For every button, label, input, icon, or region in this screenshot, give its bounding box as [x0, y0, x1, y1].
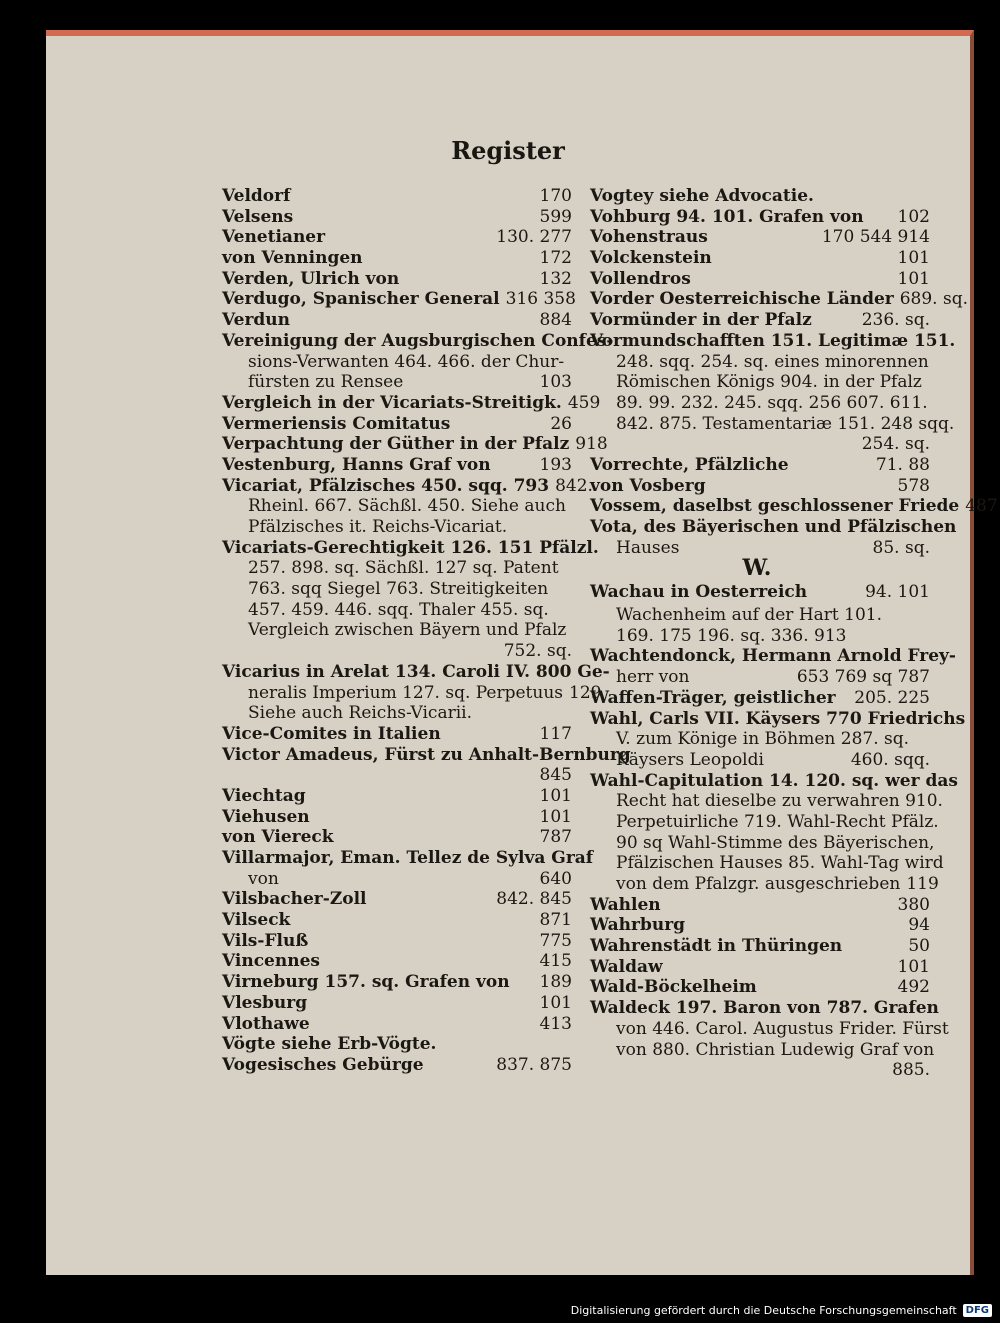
- entry-term: Vicariat, Pfälzisches 450. sqq. 793: [222, 475, 550, 496]
- entry-term: V. zum Könige in Böhmen 287. sq.: [616, 729, 910, 750]
- index-entry: [590, 555, 930, 582]
- index-column-right: [590, 186, 998, 1081]
- entry-term: Verdun: [222, 310, 291, 331]
- entry-pages: 71. 88: [875, 454, 930, 475]
- entry-term: Wachau in Oesterreich: [590, 582, 808, 603]
- index-entry: [590, 413, 955, 435]
- entry-pages: 94: [908, 915, 930, 936]
- entry-term: Vohenstraus: [590, 227, 708, 248]
- entry-term: Vogtey siehe Advocatie.: [590, 186, 814, 206]
- entry-pages: 460. sqq.: [850, 749, 930, 770]
- index-entry: [222, 475, 593, 497]
- entry-term: Vota, des Bäyerischen und Pfälzischen: [590, 517, 957, 537]
- entry-pages: 752. sq.: [503, 641, 572, 662]
- entry-term: Waffen-Träger, geistlicher: [590, 687, 836, 708]
- entry-pages: 842. 845: [496, 889, 572, 910]
- digitization-footer: [571, 1304, 992, 1317]
- index-entry: [222, 1034, 572, 1055]
- entry-pages: 415: [539, 951, 572, 972]
- entry-term: Vice-Comites in Italien: [222, 723, 441, 744]
- index-entry: [222, 889, 572, 910]
- entry-term: Verden, Ulrich von: [222, 268, 400, 289]
- entry-term: Perpetuirliche 719. Wahl-Recht Pfälz.: [616, 811, 939, 832]
- index-entry: [222, 765, 572, 786]
- scanned-page: [46, 30, 998, 1275]
- entry-pages: 132: [539, 268, 572, 289]
- index-entry: [222, 682, 602, 704]
- entry-term: Wahl-Capitulation 14. 120. sq. wer das: [590, 770, 958, 791]
- index-entry: [590, 269, 930, 290]
- index-entry: [222, 434, 608, 455]
- index-entry: [590, 998, 939, 1019]
- entry-term: Veldorf: [222, 186, 291, 206]
- index-entry: [590, 434, 930, 455]
- index-entry: [222, 579, 572, 600]
- index-entry: [222, 186, 572, 207]
- entry-term: Vergleich zwischen Bäyern und Pfalz: [248, 620, 567, 641]
- entry-term: Wahrenstädt in Thüringen: [590, 936, 843, 957]
- index-entry: [222, 269, 572, 290]
- entry-term: Wald-Böckelheim: [590, 977, 757, 998]
- index-entry: [590, 626, 930, 647]
- entry-pages: 119: [906, 874, 939, 894]
- entry-pages: 101: [897, 248, 930, 269]
- entry-term: Waldeck 197. Baron von 787. Grafen: [590, 998, 939, 1019]
- entry-term: Victor Amadeus, Fürst zu Anhalt-Bernburg: [222, 744, 631, 765]
- index-entry: [590, 957, 930, 978]
- entry-term: Vlothawe: [222, 1013, 310, 1034]
- entry-term: herr von: [616, 667, 690, 688]
- index-entry: [590, 455, 930, 476]
- entry-term: Vicarius in Arelat 134. Caroli IV. 800 Ge-: [222, 661, 610, 682]
- index-entry: [222, 744, 631, 766]
- index-entry: [222, 414, 572, 435]
- index-entry: [590, 977, 930, 998]
- index-entry: [590, 1060, 930, 1081]
- entry-pages: 205. 225: [854, 687, 930, 708]
- entry-pages: 130. 277: [496, 227, 572, 248]
- index-entry: [590, 770, 958, 792]
- index-entry: [222, 786, 572, 807]
- entry-pages: 775: [539, 930, 572, 951]
- entry-pages: 487: [965, 496, 998, 517]
- index-entry: [222, 641, 572, 662]
- entry-pages: 50: [908, 936, 930, 957]
- index-entry: [590, 646, 956, 667]
- entry-term: Wahlen: [590, 894, 661, 915]
- entry-term: von Viereck: [222, 827, 334, 848]
- entry-pages: 189: [539, 972, 572, 993]
- entry-term: Siehe auch Reichs-Vicarii.: [248, 703, 472, 724]
- entry-pages: 837. 875: [496, 1054, 572, 1075]
- entry-pages: 884: [539, 310, 572, 331]
- entry-term: Vils-Fluß: [222, 930, 309, 951]
- index-entry: [222, 207, 572, 228]
- index-entry: [590, 579, 930, 605]
- entry-pages: 103: [539, 372, 572, 393]
- entry-term: 89. 99. 232. 245. sqq. 256 607. 611.: [616, 392, 928, 413]
- index-entry: [590, 496, 998, 517]
- index-entry: [222, 869, 572, 890]
- entry-pages: 170 544 914: [821, 227, 930, 248]
- entry-term: 842. 875. Testamentariæ 151. 248 sqq.: [616, 413, 955, 434]
- index-entry: [222, 600, 572, 621]
- dfg-logo: DFG: [963, 1304, 992, 1317]
- index-entry: [222, 661, 610, 683]
- entry-pages: 193: [539, 454, 572, 475]
- entry-term: Pfälzischen Hauses 85. Wahl-Tag wird: [616, 853, 944, 874]
- index-entry: [590, 708, 966, 730]
- entry-term: von Venningen: [222, 248, 363, 269]
- index-entry: [222, 392, 601, 414]
- entry-term: Vollendros: [590, 268, 691, 289]
- entry-term: Velsens: [222, 206, 294, 227]
- index-entry: [590, 517, 957, 538]
- index-entry: [222, 537, 599, 559]
- entry-term: Vincennes: [222, 951, 320, 972]
- entry-term: Wachenheim auf der Hart 101.: [616, 605, 883, 626]
- entry-term: Volckenstein: [590, 248, 712, 269]
- index-entry: [590, 1018, 949, 1040]
- entry-term: Villarmajor, Eman. Tellez de Sylva Graf: [222, 848, 594, 868]
- entry-term: 763. sqq Siegel 763. Streitigkeiten: [248, 579, 549, 600]
- index-entry: [590, 476, 930, 497]
- index-entry: [590, 330, 956, 352]
- entry-pages: 85. sq.: [872, 537, 930, 558]
- entry-term: Vlesburg: [222, 992, 308, 1013]
- entry-pages: 101: [897, 268, 930, 289]
- entry-term: Vossem, daselbst geschlossener Friede: [590, 496, 960, 517]
- entry-pages: 845: [539, 765, 572, 786]
- entry-pages: 918: [575, 434, 608, 455]
- entry-term: fürsten zu Rensee: [248, 372, 404, 393]
- index-entry: [222, 352, 572, 373]
- entry-term: sions-Verwanten 464. 466. der Chur-: [248, 351, 565, 372]
- index-entry: [222, 517, 572, 538]
- index-entry: [590, 1039, 935, 1061]
- index-entry: [222, 807, 572, 828]
- entry-pages: 94. 101: [865, 582, 930, 603]
- index-entry: [590, 832, 935, 854]
- entry-term: Waldaw: [590, 956, 663, 977]
- entry-pages: 129: [569, 682, 602, 703]
- entry-term: 169. 175 196. sq. 336. 913: [616, 625, 847, 646]
- entry-term: Vereinigung der Augsburgischen Confes-: [222, 330, 614, 351]
- entry-term: Venetianer: [222, 227, 326, 248]
- entry-term: Vohburg 94. 101. Grafen von: [590, 206, 864, 227]
- index-entry: [590, 915, 930, 936]
- entry-pages: 170: [539, 186, 572, 206]
- entry-term: Pfälzisches it. Reichs-Vicariat.: [248, 517, 508, 537]
- entry-term: Viehusen: [222, 806, 310, 827]
- entry-term: Vermeriensis Comitatus: [222, 413, 451, 434]
- index-entry: [590, 791, 943, 812]
- entry-pages: 117: [539, 723, 572, 744]
- entry-term: Vögte siehe Erb-Vögte.: [222, 1034, 437, 1055]
- entry-term: 90 sq Wahl-Stimme des Bäyerischen,: [616, 832, 935, 853]
- entry-pages: 316 358: [505, 289, 576, 310]
- entry-term: Käysers Leopoldi: [616, 749, 764, 770]
- entry-term: Hauses: [616, 537, 680, 558]
- index-entry: [222, 972, 572, 993]
- entry-term: Vilseck: [222, 910, 291, 931]
- entry-pages: 413: [539, 1013, 572, 1034]
- index-entry: [222, 227, 572, 248]
- entry-term: Vergleich in der Vicariats-Streitigk.: [222, 392, 562, 413]
- entry-pages: 599: [539, 206, 572, 227]
- index-entry: [590, 352, 930, 373]
- entry-term: Vestenburg, Hanns Graf von: [222, 454, 491, 475]
- entry-term: Vormünder in der Pfalz: [590, 310, 812, 331]
- entry-pages: 26: [550, 413, 572, 434]
- entry-pages: 842.: [555, 475, 593, 496]
- index-entry: [222, 724, 572, 745]
- index-entry: [590, 811, 939, 833]
- index-entry: [590, 874, 939, 895]
- index-entry: [222, 848, 594, 869]
- footer-text: Digitalisierung gefördert durch die Deutsche Forschungsgemeinschaft: [570, 1304, 957, 1317]
- entry-term: Viechtag: [222, 785, 306, 806]
- index-entry: [222, 910, 572, 931]
- entry-term: 248. sqq. 254. sq. eines minorennen: [616, 351, 929, 372]
- index-entry: [590, 289, 968, 310]
- index-entry: [590, 372, 930, 393]
- index-entry: [590, 605, 930, 626]
- index-entry: [222, 931, 572, 952]
- entry-pages: 236. sq.: [861, 310, 930, 331]
- index-entry: [222, 248, 572, 269]
- page-title: Register: [451, 136, 565, 165]
- entry-pages: 459: [567, 392, 601, 413]
- entry-pages: 101: [539, 806, 572, 827]
- index-entry: [222, 951, 572, 972]
- index-entry: [222, 496, 572, 517]
- index-entry: [590, 729, 930, 750]
- index-entry: [590, 688, 930, 709]
- index-entry: [590, 186, 930, 207]
- entry-term: von dem Pfalzgr. ausgeschrieben: [616, 874, 901, 894]
- entry-term: Recht hat dieselbe zu verwahren 910.: [616, 791, 943, 812]
- entry-pages: 102: [897, 206, 930, 227]
- entry-term: von 880. Christian Ludewig Graf von: [616, 1039, 935, 1060]
- index-entry: [590, 393, 930, 414]
- entry-pages: 640: [539, 868, 572, 889]
- entry-term: Vicariats-Gerechtigkeit 126. 151 Pfälzl.: [222, 537, 599, 558]
- index-entry: [222, 703, 572, 724]
- entry-pages: 254. sq.: [861, 434, 930, 455]
- index-entry: [222, 289, 576, 310]
- entry-term: von: [248, 868, 279, 889]
- index-entry: [590, 207, 930, 228]
- entry-term: Vormundschafften 151. Legitimæ 151.: [590, 330, 956, 351]
- index-entry: [590, 310, 930, 331]
- index-entry: [590, 227, 930, 248]
- index-entry: [590, 936, 930, 957]
- entry-pages: 492: [897, 977, 930, 998]
- entry-term: Vilsbacher-Zoll: [222, 889, 367, 910]
- entry-term: von 446. Carol. Augustus Frider. Fürst: [616, 1018, 949, 1039]
- entry-term: Rheinl. 667. Sächßl. 450. Siehe auch: [248, 496, 566, 517]
- entry-term: W.: [742, 555, 772, 582]
- entry-term: Wahl, Carls VII. Käysers 770 Friedrichs: [590, 708, 966, 729]
- entry-term: Vorrechte, Pfälzliche: [590, 454, 789, 475]
- index-entry: [222, 993, 572, 1014]
- index-entry: [222, 1014, 572, 1035]
- entry-term: Vorder Oesterreichische Länder: [590, 289, 894, 310]
- entry-term: Wahrburg: [590, 915, 686, 936]
- entry-pages: 871: [539, 910, 572, 931]
- index-entry: [222, 1055, 572, 1076]
- entry-pages: 101: [539, 785, 572, 806]
- entry-term: 257. 898. sq. Sächßl. 127 sq. Patent: [248, 558, 559, 579]
- index-entry: [590, 853, 944, 874]
- entry-term: neralis Imperium 127. sq. Perpetuus: [248, 682, 564, 703]
- entry-pages: 578: [897, 475, 930, 496]
- index-entry: [590, 750, 930, 771]
- entry-pages: 787: [539, 827, 572, 848]
- index-entry: [590, 248, 930, 269]
- index-entry: [222, 330, 614, 352]
- index-entry: [222, 827, 572, 848]
- index-entry: [222, 455, 572, 476]
- entry-term: Verdugo, Spanischer General: [222, 289, 500, 310]
- entry-pages: 885.: [892, 1060, 930, 1081]
- index-entry: [222, 310, 572, 331]
- entry-term: Wachtendonck, Hermann Arnold Frey-: [590, 646, 956, 667]
- index-entry: [222, 620, 572, 641]
- entry-term: Vogesisches Gebürge: [222, 1054, 424, 1075]
- entry-term: 457. 459. 446. sqq. Thaler 455. sq.: [248, 599, 549, 620]
- entry-term: Verpachtung der Güther in der Pfalz: [222, 434, 570, 455]
- entry-pages: 101: [897, 956, 930, 977]
- entry-pages: 689. sq.: [899, 289, 968, 310]
- entry-term: von Vosberg: [590, 475, 706, 496]
- entry-pages: 653 769 sq 787: [796, 667, 930, 688]
- index-entry: [222, 558, 572, 579]
- entry-pages: 380: [897, 894, 930, 915]
- index-entry: [590, 667, 930, 688]
- entry-term: Römischen Königs 904. in der Pfalz: [616, 372, 922, 393]
- index-entry: [590, 895, 930, 916]
- entry-pages: 172: [539, 248, 572, 269]
- index-entry: [222, 372, 572, 393]
- entry-pages: 101: [539, 992, 572, 1013]
- entry-term: Virneburg 157. sq. Grafen von: [222, 972, 510, 993]
